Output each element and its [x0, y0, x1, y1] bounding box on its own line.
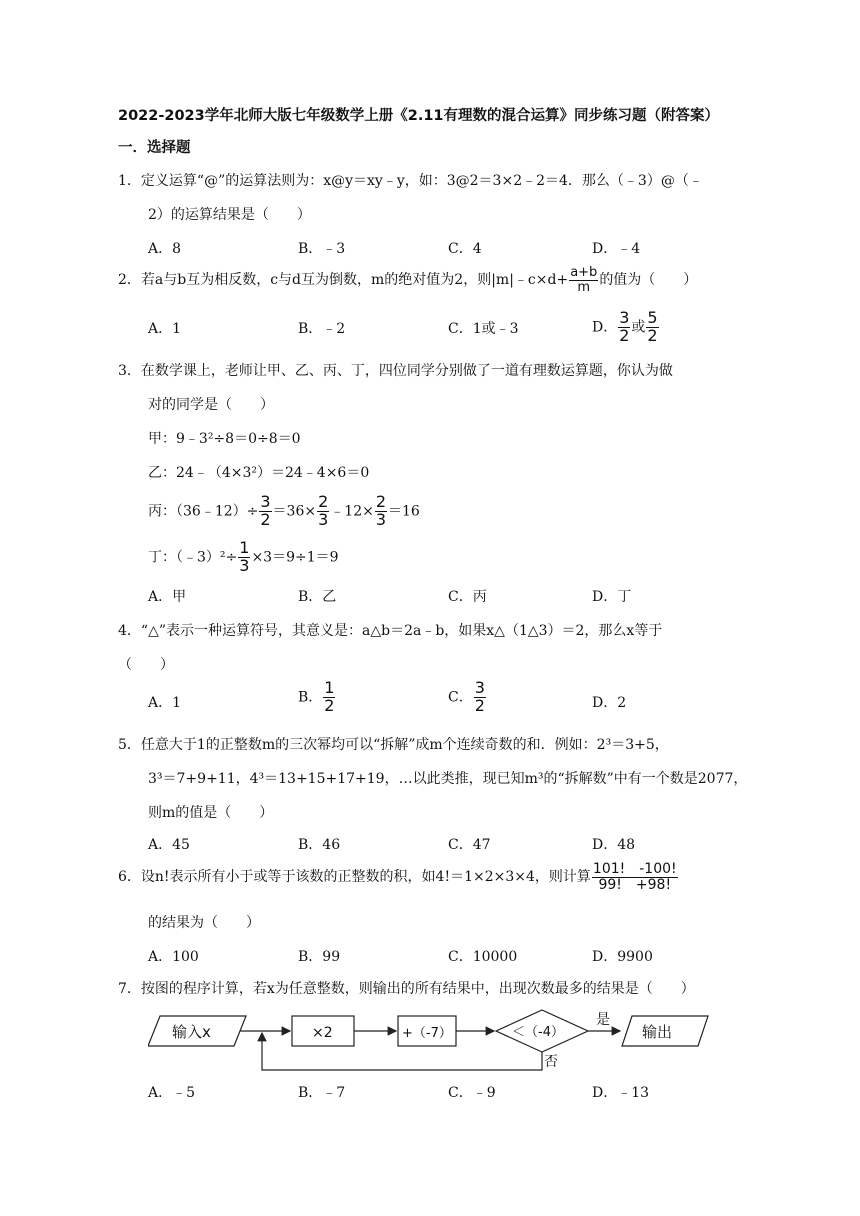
q3-bing-f3-num: 2 — [375, 492, 387, 511]
q3-bing-frac1 — [259, 494, 271, 529]
q5-line3: 则m的值是（ ） — [148, 805, 274, 821]
q2-frac-den: m — [577, 279, 591, 295]
q5-line2: 3³＝7+9+11，4³＝13+15+17+19，…以此类推，现已知m³的“拆解数”中有一个数是2077， — [148, 771, 748, 787]
q3-option-c[interactable]: C．丙 — [448, 589, 487, 605]
q3-jia: 甲：9﹣3²÷8＝0÷8＝0 — [148, 431, 301, 447]
q2-option-a[interactable]: A．1 — [148, 321, 182, 337]
q5-option-d[interactable]: D．48 — [592, 837, 636, 853]
q4-option-b-frac — [323, 680, 335, 715]
q7-options — [0, 1082, 860, 1102]
q4-b-num: 1 — [324, 678, 335, 697]
q4-option-b[interactable] — [298, 680, 336, 715]
q3-line2: 对的同学是（ ） — [148, 397, 274, 413]
q6-line1 — [118, 862, 679, 892]
q5-option-a[interactable]: A．45 — [148, 837, 190, 853]
q4-c-den: 2 — [474, 695, 485, 715]
q6-line2: 的结果为（ ） — [148, 915, 260, 931]
q2-frac-num: a+b — [570, 265, 598, 280]
q4-option-b-label: B． — [298, 689, 323, 706]
q3-ding-b: ×3＝9÷1＝9 — [251, 549, 339, 566]
flow-add-label: +（-7） — [402, 1026, 452, 1041]
q7-option-d[interactable]: D．﹣13 — [592, 1085, 650, 1101]
q3-bing-f2-den: 3 — [318, 509, 329, 529]
q7-line1: 7．按图的程序计算，若x为任意整数，则输出的所有结果中，出现次数最多的结果是（ ） — [118, 981, 695, 997]
q2-option-c[interactable]: C．1或﹣3 — [448, 321, 519, 337]
flow-output-label: 输出 — [642, 1023, 673, 1041]
q3-option-b[interactable]: B．乙 — [298, 589, 337, 605]
q6-text: 6．设n!表示所有小于或等于该数的正整数的积，如4!＝1×2×3×4，则计算 — [118, 869, 591, 886]
q2-option-d[interactable] — [592, 310, 660, 345]
q3-bing-f2-num: 2 — [318, 492, 329, 511]
flow-input-label: 输入x — [172, 1023, 211, 1041]
q7-option-b[interactable]: B．﹣7 — [298, 1085, 346, 1101]
flow-condition-label: ＜（-4） — [512, 1025, 564, 1040]
q3-yi: 乙：24﹣（4×3²）＝24﹣4×6＝0 — [148, 465, 370, 481]
q1-option-a[interactable]: A．8 — [148, 241, 182, 257]
q2-d-or: 或 — [631, 319, 646, 336]
q3-ding-f-num: 1 — [239, 538, 250, 557]
q3-bing-frac2 — [317, 494, 329, 529]
q2-d-frac2-num: 5 — [647, 308, 658, 327]
q2-option-b[interactable]: B．﹣2 — [298, 321, 346, 337]
q2-d-frac2-den: 2 — [647, 325, 658, 345]
q2-option-d-frac1 — [618, 310, 630, 345]
q3-option-d[interactable]: D．丁 — [592, 589, 632, 605]
q3-bing-b: ＝36× — [272, 503, 317, 520]
q6-frac-den: 99! +98! — [598, 876, 672, 893]
q3-ding-frac — [238, 540, 250, 575]
q2-d-frac1-den: 2 — [619, 325, 630, 345]
q4-line2: （ ） — [118, 657, 174, 673]
q5-line1: 5．任意大于1的正整数m的三次幂均可以“拆解”成m个连续奇数的和．例如：2³＝3+5， — [118, 737, 669, 753]
flow-no-label: 否 — [544, 1054, 558, 1070]
q5-option-c[interactable]: C．47 — [448, 837, 491, 853]
q1-option-d[interactable]: D．﹣4 — [592, 241, 641, 257]
q2-option-d-label: D． — [592, 319, 618, 336]
q7-flowchart — [148, 1006, 728, 1076]
q3-bing-f3-den: 3 — [375, 509, 387, 529]
q1-option-c[interactable]: C．4 — [448, 241, 482, 257]
q1-line2: 2）的运算结果是（ ） — [148, 207, 311, 223]
q2-options — [0, 310, 860, 350]
q3-ding — [148, 540, 339, 575]
q3-options — [0, 586, 860, 606]
q1-options — [0, 238, 860, 258]
q2-option-d-frac2 — [646, 310, 658, 345]
q3-bing-frac3 — [375, 494, 387, 529]
q2-suffix: 的值为（ ） — [599, 272, 698, 289]
q3-ding-a: 丁：（﹣3）²÷ — [148, 549, 238, 566]
q2-d-frac1-num: 3 — [619, 308, 630, 327]
flow-yes-label: 是 — [596, 1012, 610, 1028]
q6-option-a[interactable]: A．100 — [148, 949, 199, 965]
q3-bing-a: 丙：（36﹣12）÷ — [148, 503, 259, 520]
q6-option-b[interactable]: B．99 — [298, 949, 341, 965]
q3-bing-c: ﹣12× — [330, 503, 374, 520]
q2-prefix: 2．若a与b互为相反数，c与d互为倒数，m的绝对值为2，则|m|﹣c×d+ — [118, 272, 569, 289]
q4-option-c-label: C． — [448, 689, 473, 706]
q3-bing-d: ＝16 — [388, 503, 420, 520]
q6-option-c[interactable]: C．10000 — [448, 949, 518, 965]
q4-line1: 4．“△”表示一种运算符号，其意义是：a△b＝2a﹣b，如果x△（1△3）＝2，那么x等于 — [118, 623, 663, 639]
section-heading: 一．选择题 — [118, 140, 191, 156]
q7-option-c[interactable]: C．﹣9 — [448, 1085, 496, 1101]
q6-options — [0, 946, 860, 966]
flow-multiply-label: ×2 — [312, 1025, 333, 1041]
q4-option-c-frac — [474, 680, 486, 715]
q1-line1: 1．定义运算“@”的运算法则为：x@y＝xy﹣y，如：3@2＝3×2﹣2＝4．那么（﹣3）@（﹣ — [118, 173, 703, 189]
q4-option-d[interactable]: D．2 — [592, 695, 627, 711]
q3-option-a[interactable]: A．甲 — [148, 589, 187, 605]
q4-c-num: 3 — [474, 678, 485, 697]
q5-options — [0, 834, 860, 854]
q5-option-b[interactable]: B．46 — [298, 837, 341, 853]
q1-option-b[interactable]: B．﹣3 — [298, 241, 346, 257]
q3-line1: 3．在数学课上，老师让甲、乙、丙、丁，四位同学分别做了一道有理数运算题，你认为做 — [118, 363, 673, 379]
document-title: 2022-2023学年北师大版七年级数学上册《2.11有理数的混合运算》同步练习题（附答案） — [118, 108, 720, 124]
q6-option-d[interactable]: D．9900 — [592, 949, 653, 965]
q2-line1 — [118, 266, 697, 294]
q2-fraction — [569, 266, 598, 294]
q6-frac-num: 101! -100! — [592, 861, 677, 877]
q3-bing-f1-num: 3 — [260, 492, 271, 511]
q4-options — [0, 680, 860, 724]
q3-ding-f-den: 3 — [239, 555, 250, 575]
q3-bing — [148, 494, 420, 529]
q4-option-c[interactable] — [448, 680, 487, 715]
q6-fraction — [592, 862, 678, 892]
q7-option-a[interactable]: A．﹣5 — [148, 1085, 196, 1101]
q4-option-a[interactable]: A．1 — [148, 695, 182, 711]
q3-bing-f1-den: 2 — [260, 509, 271, 529]
q4-b-den: 2 — [324, 695, 335, 715]
